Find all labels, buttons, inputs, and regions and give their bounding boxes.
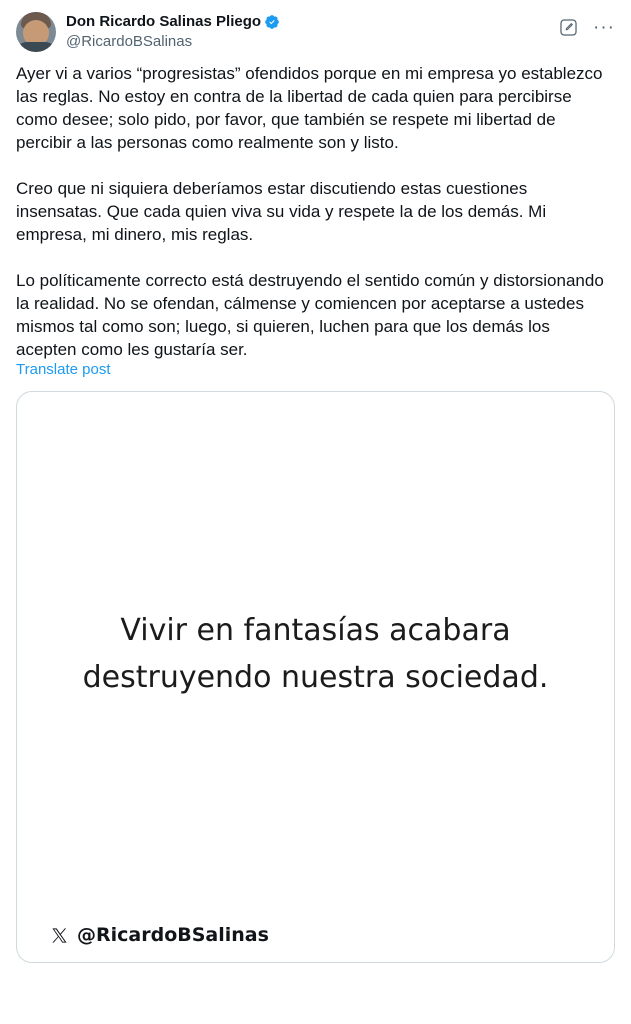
author-block xyxy=(66,12,547,52)
x-logo-icon xyxy=(51,927,68,944)
verified-badge-icon xyxy=(264,14,280,30)
tweet-paragraph: Creo que ni siquiera deberíamos estar discutiendo estas cuestiones insensatas. Que cada quien viva su vida y respete la de los demás. Mi empresa, mi dinero, mis reglas. xyxy=(16,179,547,244)
author-display-name[interactable]: Don Ricardo Salinas Pliego xyxy=(66,13,262,30)
media-quote-text: Vivir en fantasías acabara destruyendo nuestra sociedad. xyxy=(82,613,549,695)
compose-note-icon[interactable] xyxy=(557,16,579,38)
translate-post-link[interactable]: Translate post xyxy=(16,361,111,378)
author-handle[interactable]: @RicardoBSalinas xyxy=(66,32,193,50)
tweet-text xyxy=(16,62,615,361)
author-name-row xyxy=(66,13,547,32)
avatar[interactable] xyxy=(16,12,56,52)
more-options-glyph: ··· xyxy=(593,16,615,38)
tweet-paragraph: Ayer vi a varios “progresistas” ofendidos porque en mi empresa yo establezco las reglas. No estoy en contra de la libertad de cada quien para percibirse como desee; solo pido, por favor, que también se respete mi libertad de percibir a las personas como realmente son y listo. xyxy=(16,64,603,152)
tweet-media-card[interactable] xyxy=(16,391,615,963)
avatar-shoulders xyxy=(16,42,56,52)
tweet-header-actions xyxy=(557,12,615,38)
media-footer-handle: @RicardoBSalinas xyxy=(77,924,269,946)
media-footer xyxy=(51,924,269,946)
tweet-paragraph: Lo políticamente correcto está destruyendo el sentido común y distorsionando la realidad. No se ofendan, cálmense y comiencen por aceptarse a ustedes mismos tal como son; luego, si quieren, luchen para que los demás los acepten como les gustaría ser. xyxy=(16,271,604,359)
tweet-header xyxy=(16,12,615,52)
more-options-icon[interactable] xyxy=(593,16,615,38)
